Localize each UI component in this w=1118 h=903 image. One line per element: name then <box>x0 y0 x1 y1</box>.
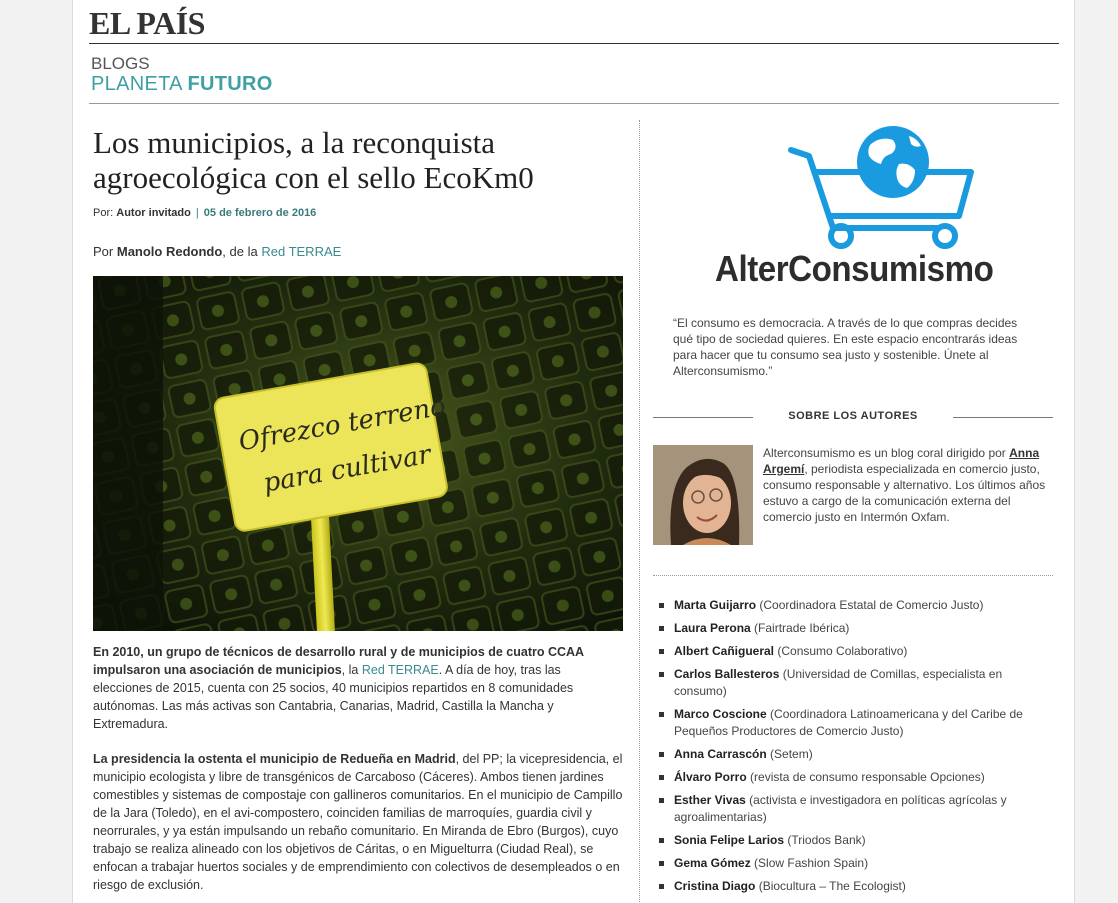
author-prefix: Por <box>93 244 114 259</box>
author-list-desc: (Universidad de Comillas, especialista en consumo) <box>674 667 1003 698</box>
blog-name-part2: FUTURO <box>187 73 273 95</box>
alterconsumismo-brand[interactable]: AlterConsumismo <box>715 248 994 289</box>
author-name: Manolo Redondo <box>116 244 223 259</box>
authors-list <box>653 597 1053 901</box>
paragraph-1-link[interactable]: Red TERRAE <box>361 663 439 677</box>
author-list-name: Anna Carrascón <box>674 747 767 761</box>
author-list-name: Álvaro Porro <box>674 770 747 784</box>
author-list-name: Marco Coscione <box>674 707 767 721</box>
list-item[interactable] <box>653 878 1053 895</box>
author-list-desc: (Coordinadora Estatal de Comercio Justo) <box>756 598 984 612</box>
list-item[interactable] <box>653 855 1053 872</box>
list-item[interactable] <box>653 769 1053 786</box>
byline-author[interactable]: Autor invitado <box>116 207 191 219</box>
list-item[interactable] <box>653 706 1053 740</box>
blog-name-part1: PLANETA <box>91 73 182 95</box>
author-org-link[interactable]: Red TERRAE <box>261 244 342 259</box>
author-list-desc: (Biocultura – The Ecologist) <box>755 879 906 893</box>
paragraph-1-mid: , la <box>341 663 359 677</box>
list-item[interactable] <box>653 792 1053 826</box>
list-item[interactable] <box>653 832 1053 849</box>
list-item[interactable] <box>653 643 1053 660</box>
paragraph-2-bold: La presidencia la ostenta el municipio de Redueña en Madrid <box>93 752 456 766</box>
author-middle: , de la <box>222 244 258 259</box>
list-item[interactable] <box>653 746 1053 763</box>
paragraph-1-rest: . A día de hoy, tras las elecciones de 2015, cuenta con 25 socios, 40 municipios repartidos en 8 comunidades autónomas. Las más activas son Cantabria, Canarias, Madrid, Castilla la Mancha y Extremadura. <box>93 663 574 731</box>
sign-text-line2: para cultivar <box>261 439 434 499</box>
article-photo <box>93 276 623 631</box>
author-bio-rest: , periodista especializada en comercio justo, consumo responsable y alternativo. Los últimos años estuvo a cargo de la comunicación externa del comercio justo en Intermón Oxfam. <box>763 462 1046 524</box>
author-list-name: Albert Cañigueral <box>674 644 775 658</box>
author-list-name: Laura Perona <box>674 621 751 635</box>
author-photo <box>653 445 753 545</box>
author-line <box>93 244 623 259</box>
author-bio-pre: Alterconsumismo es un blog coral dirigido por <box>763 446 1006 460</box>
article <box>93 120 623 903</box>
author-list-desc: (Slow Fashion Spain) <box>750 856 869 870</box>
author-list-desc: (Fairtrade Ibérica) <box>750 621 850 635</box>
byline-prefix: Por: <box>93 207 114 219</box>
column-divider <box>639 120 640 903</box>
list-item[interactable] <box>653 666 1053 700</box>
article-date: 05 de febrero de 2016 <box>203 207 317 219</box>
paragraph-2-rest: , del PP; la vicepresidencia, el municipio ecologista y libre de transgénicos de Carcaboso (Cáceres). Ambos tienen jardines comestibles y sistemas de compostaje con gallineros comunitarios. En el municipio de Campillo de la Jara (Toledo), en el avi-compostero, coinciden familias de marroquíes, guardia civil y neorrurales, y ya están impulsando un rebaño comunitario. En Miranda de Ebro (Burgos), cuyo trabajo se realiza alineado con los objetivos de Cáritas, o en Miguelturra (Ciudad Real), se enfocan a trabajar huertos sociales y de emprendimiento con colectivos de desempleados o en riesgo de exclusión. <box>93 752 623 892</box>
page <box>72 0 1075 903</box>
byline-separator: | <box>195 207 199 219</box>
section-rule <box>89 103 1059 104</box>
blog-name[interactable] <box>91 73 273 96</box>
list-item[interactable] <box>653 597 1053 614</box>
blog-quote: “El consumo es democracia. A través de lo que compras decides qué tipo de sociedad quieres. En este espacio encontrarás ideas para hacer que tu consumo sea justo y sostenible. Únete al Alterconsumismo.” <box>673 316 1018 378</box>
paragraph-1-bold: En 2010, un grupo de técnicos de desarrollo rural y de municipios de cuatro CCAA impulsaron una asociación de municipios <box>93 645 584 677</box>
blogs-section-label[interactable]: BLOGS <box>91 54 150 73</box>
author-list-name: Cristina Diago <box>674 879 756 893</box>
author-list-desc: (Coordinadora Latinoamericana y del Caribe de Pequeños Productores de Comercio Justo) <box>674 707 1023 738</box>
author-avatar[interactable] <box>653 445 753 545</box>
byline <box>93 207 623 219</box>
author-list-name: Carlos Ballesteros <box>674 667 780 681</box>
author-bio <box>763 445 1048 525</box>
author-list-desc: (Consumo Colaborativo) <box>774 644 908 658</box>
author-list-desc: (revista de consumo responsable Opciones) <box>746 770 985 784</box>
header-rule <box>89 43 1059 44</box>
paragraph-1 <box>93 643 623 733</box>
article-title[interactable]: Los municipios, a la reconquista agroecológica con el sello EcoKm0 <box>93 125 534 195</box>
author-list-name: Gema Gómez <box>674 856 751 870</box>
author-bio-name-link[interactable]: Anna Argemí <box>763 446 1040 476</box>
authors-heading: SOBRE LOS AUTORES <box>653 410 1053 424</box>
author-list-desc: (Triodos Bank) <box>784 833 866 847</box>
seedling-tray-photo <box>93 276 623 631</box>
sidebar-rule <box>653 575 1053 576</box>
author-list-desc: (activista e investigadora en políticas agrícolas y agroalimentarias) <box>674 793 1007 824</box>
el-pais-logo[interactable]: EL PAÍS <box>89 5 205 41</box>
author-list-name: Sonia Felipe Larios <box>674 833 785 847</box>
author-list-name: Marta Guijarro <box>674 598 757 612</box>
author-list-desc: (Setem) <box>766 747 813 761</box>
author-list-name: Esther Vivas <box>674 793 746 807</box>
list-item[interactable] <box>653 620 1053 637</box>
sign-text-line1: Ofrezco terreno <box>236 391 448 458</box>
paragraph-2 <box>93 750 623 894</box>
